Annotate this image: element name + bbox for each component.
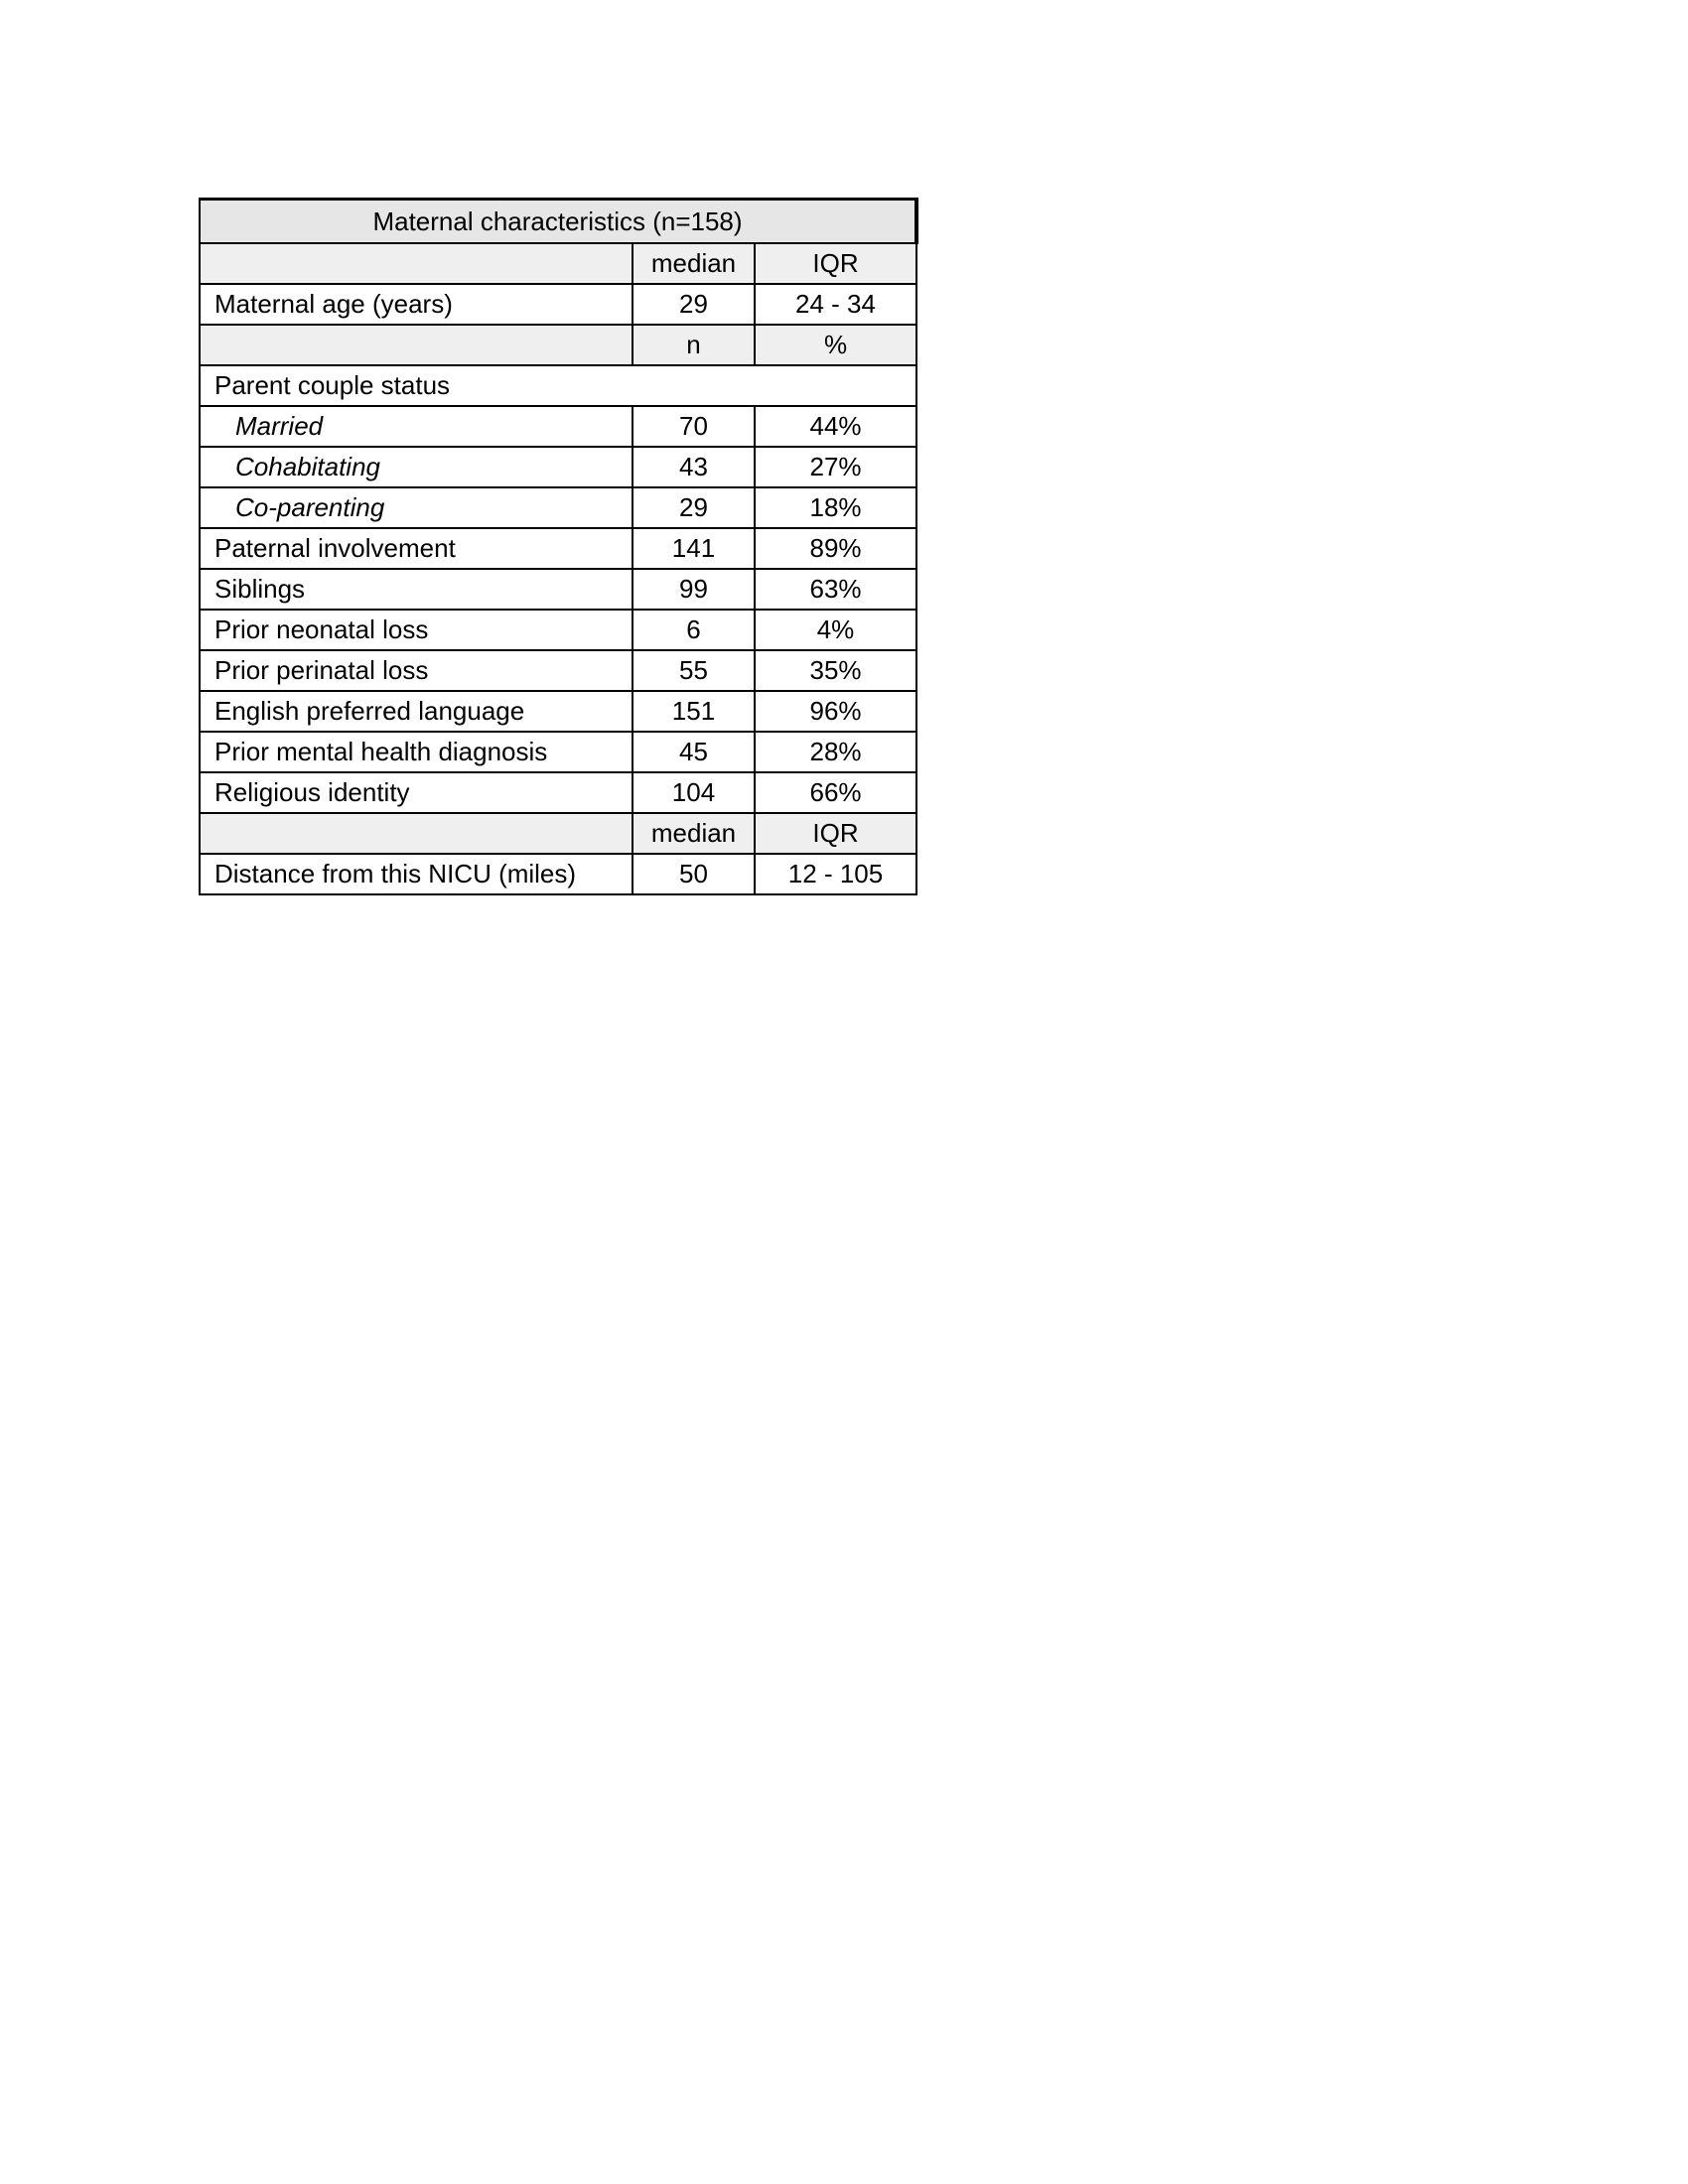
couple-status-label: Parent couple status xyxy=(200,365,916,406)
table-title: Maternal characteristics (n=158) xyxy=(200,200,916,244)
religious-identity-n: 104 xyxy=(633,772,755,813)
table-title-row xyxy=(200,200,916,244)
age-header-blank xyxy=(200,243,633,284)
couple-status-married-pct: 44% xyxy=(755,406,916,447)
distance-header-row xyxy=(200,813,916,854)
distance-label: Distance from this NICU (miles) xyxy=(200,854,633,894)
maternal-age-iqr: 24 - 34 xyxy=(755,284,916,325)
table-row xyxy=(200,610,916,650)
table-row xyxy=(200,487,916,528)
siblings-n: 99 xyxy=(633,569,755,610)
table-row xyxy=(200,691,916,732)
prior-mental-health-diagnosis-label: Prior mental health diagnosis xyxy=(200,732,633,772)
distance-median: 50 xyxy=(633,854,755,894)
paternal-involvement-pct: 89% xyxy=(755,528,916,569)
prior-perinatal-loss-label: Prior perinatal loss xyxy=(200,650,633,691)
english-preferred-language-pct: 96% xyxy=(755,691,916,732)
siblings-pct: 63% xyxy=(755,569,916,610)
prior-mental-health-diagnosis-n: 45 xyxy=(633,732,755,772)
count-header-n: n xyxy=(633,325,755,365)
distance-header-iqr: IQR xyxy=(755,813,916,854)
religious-identity-pct: 66% xyxy=(755,772,916,813)
couple-status-married-n: 70 xyxy=(633,406,755,447)
distance-iqr: 12 - 105 xyxy=(755,854,916,894)
age-header-iqr: IQR xyxy=(755,243,916,284)
religious-identity-label: Religious identity xyxy=(200,772,633,813)
table-row xyxy=(200,447,916,487)
siblings-label: Siblings xyxy=(200,569,633,610)
table-row xyxy=(200,732,916,772)
couple-status-coparenting-label: Co-parenting xyxy=(200,487,633,528)
couple-status-coparenting-n: 29 xyxy=(633,487,755,528)
couple-status-cohabitating-pct: 27% xyxy=(755,447,916,487)
distance-header-median: median xyxy=(633,813,755,854)
prior-neonatal-loss-label: Prior neonatal loss xyxy=(200,610,633,650)
age-header-row xyxy=(200,243,916,284)
prior-perinatal-loss-pct: 35% xyxy=(755,650,916,691)
couple-status-married-label: Married xyxy=(200,406,633,447)
distance-header-blank xyxy=(200,813,633,854)
prior-mental-health-diagnosis-pct: 28% xyxy=(755,732,916,772)
maternal-age-row xyxy=(200,284,916,325)
maternal-characteristics-table-container xyxy=(199,198,918,895)
table-row xyxy=(200,650,916,691)
age-header-median: median xyxy=(633,243,755,284)
paternal-involvement-n: 141 xyxy=(633,528,755,569)
prior-perinatal-loss-n: 55 xyxy=(633,650,755,691)
count-header-percent: % xyxy=(755,325,916,365)
english-preferred-language-n: 151 xyxy=(633,691,755,732)
count-header-row xyxy=(200,325,916,365)
maternal-characteristics-table xyxy=(199,198,918,895)
count-header-blank xyxy=(200,325,633,365)
maternal-age-median: 29 xyxy=(633,284,755,325)
english-preferred-language-label: English preferred language xyxy=(200,691,633,732)
prior-neonatal-loss-pct: 4% xyxy=(755,610,916,650)
table-row xyxy=(200,528,916,569)
distance-row xyxy=(200,854,916,894)
table-row xyxy=(200,406,916,447)
table-row xyxy=(200,569,916,610)
couple-status-cohabitating-label: Cohabitating xyxy=(200,447,633,487)
table-row xyxy=(200,772,916,813)
couple-status-group-row xyxy=(200,365,916,406)
couple-status-coparenting-pct: 18% xyxy=(755,487,916,528)
paternal-involvement-label: Paternal involvement xyxy=(200,528,633,569)
maternal-age-label: Maternal age (years) xyxy=(200,284,633,325)
prior-neonatal-loss-n: 6 xyxy=(633,610,755,650)
couple-status-cohabitating-n: 43 xyxy=(633,447,755,487)
